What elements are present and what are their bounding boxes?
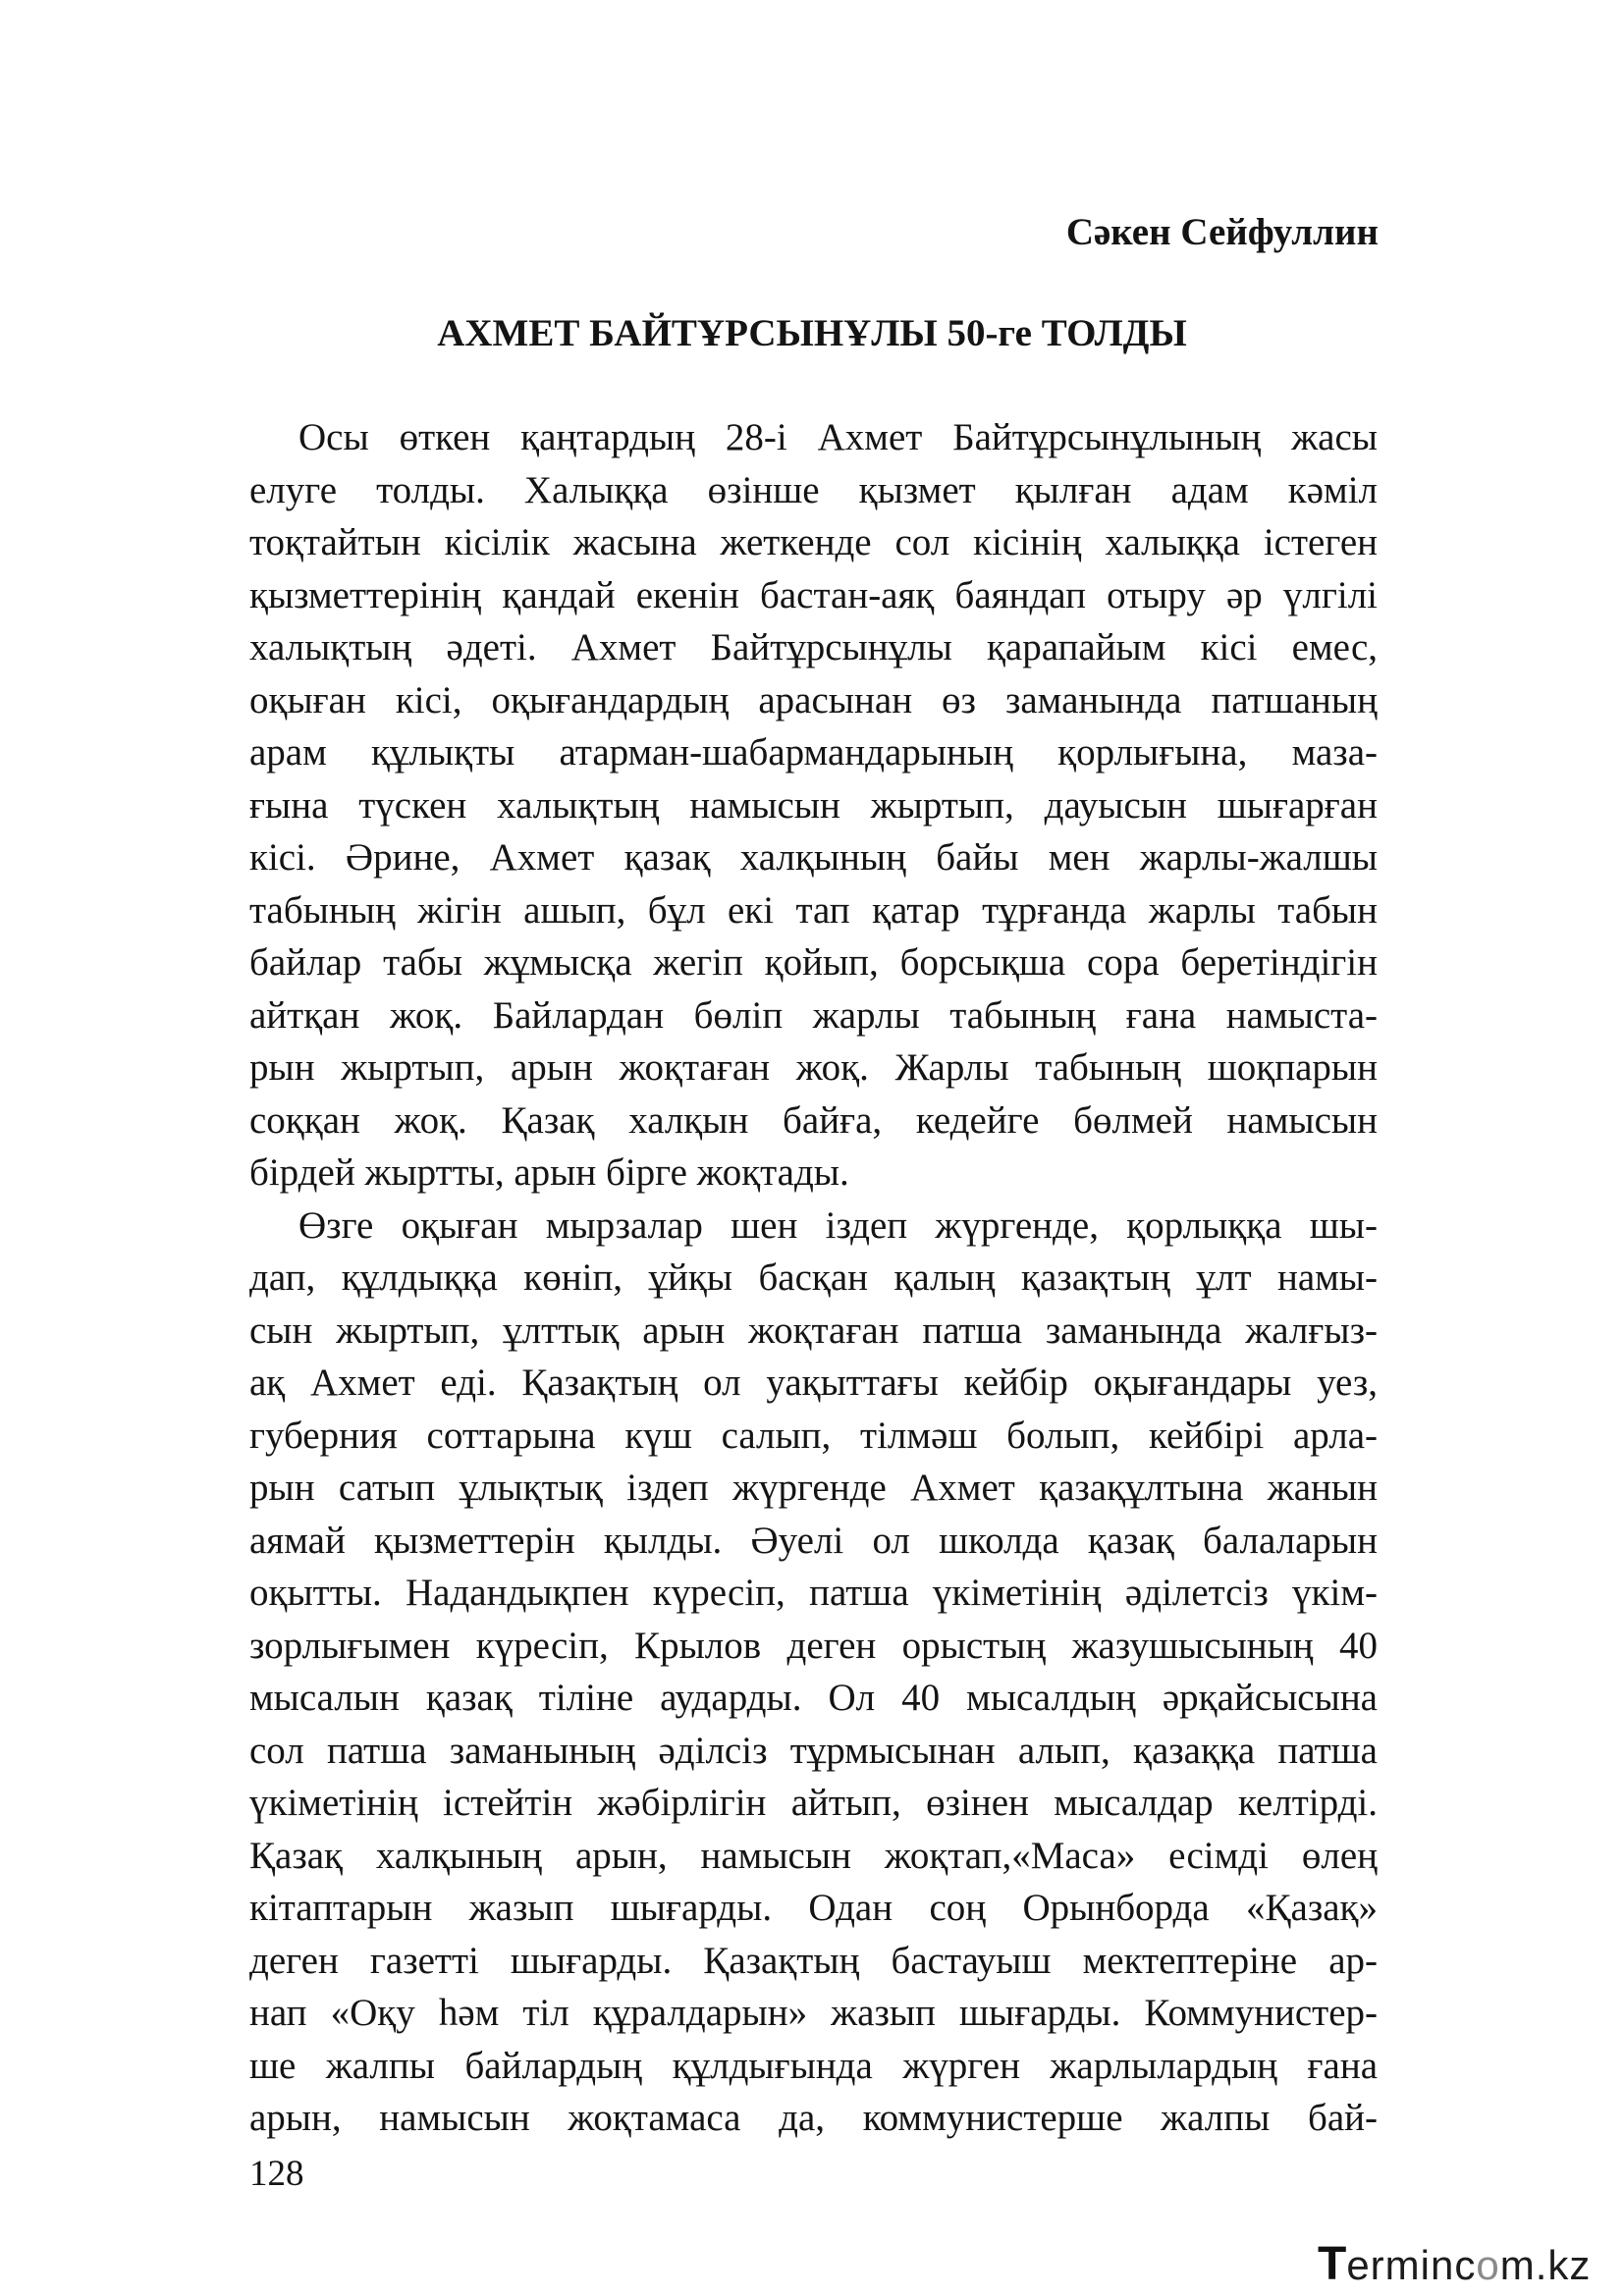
body-line: ғына түскен халықтың намысын жыртып, дауысын шығарған (249, 784, 1378, 827)
body-line: зорлығымен күресіп, Крылов деген орыстың жазушысының 40 (249, 1625, 1378, 1667)
body-line: мысалын қазақ тіліне аударды. Ол 40 мысалдың әрқайсысына (249, 1677, 1378, 1719)
body-line: тоқтайтын кісілік жасына жеткенде сол кісінің халыққа істеген (249, 521, 1378, 563)
body-line: Осы өткен қаңтардың 28-і Ахмет Байтұрсынұлының жасы (298, 416, 1378, 458)
body-line: оқытты. Надандықпен күресіп, патша үкіметінің әділетсіз үкім- (249, 1572, 1378, 1614)
page-number: 128 (249, 2154, 304, 2194)
body-line: кітаптарын жазып шығарды. Одан соң Орынборда «Қазақ» (249, 1887, 1378, 1929)
body-line: айтқан жоқ. Байлардан бөліп жарлы табының ғана намыста- (249, 994, 1378, 1037)
body-line: рын сатып ұлықтық іздеп жүргенде Ахмет қазақұлтына жанын (249, 1467, 1378, 1509)
body-line: ше жалпы байлардың құлдығында жүрген жарлылардың ғана (249, 2045, 1378, 2087)
body-line: деген газетті шығарды. Қазақтың бастауыш мектептеріне ар- (249, 1940, 1378, 1982)
body-line: үкіметінің істейтін жәбірлігін айтып, өзінен мысалдар келтірді. (249, 1782, 1378, 1824)
body-line: арын, намысын жоқтамаса да, коммунистерше жалпы бай- (249, 2097, 1378, 2139)
body-line: нап «Оқу һәм тіл құралдарын» жазып шығарды. Коммунистер- (249, 1992, 1378, 2034)
body-line: байлар табы жұмысқа жегіп қойып, борсықша сора беретіндігін (249, 941, 1378, 984)
body-line: халықтың әдеті. Ахмет Байтұрсынұлы қарапайым кісі емес, (249, 626, 1378, 668)
body-line: сол патша заманының әділсіз тұрмысынан алып, қазаққа патша (249, 1730, 1378, 1772)
body-line: қызметтерінің қандай екенін бастан-аяқ баяндап отыру әр үлгілі (249, 574, 1378, 616)
body-line: арам құлықты атарман-шабармандарының қорлығына, маза- (249, 731, 1378, 774)
body-line: сын жыртып, ұлттық арын жоқтаған патша заманында жалғыз- (249, 1309, 1378, 1352)
body-line: бірдей жыртты, арын бірге жоқтады. (249, 1151, 849, 1194)
site-watermark (1318, 2238, 1592, 2290)
body-line: соққан жоқ. Қазақ халқын байға, кедейге бөлмей намысын (249, 1099, 1378, 1142)
body-line: Өзге оқыған мырзалар шен іздеп жүргенде, қорлыққа шы- (298, 1204, 1378, 1247)
body-line: табының жігін ашып, бұл екі тап қатар тұрғанда жарлы табын (249, 889, 1378, 932)
body-line: рын жыртып, арын жоқтаған жоқ. Жарлы табының шоқпарын (249, 1046, 1378, 1089)
body-line: аямай қызметтерін қылды. Әуелі ол школда қазақ балаларын (249, 1520, 1378, 1562)
body-line: оқыған кісі, оқығандардың арасынан өз заманында патшаның (249, 679, 1378, 721)
author-name: Сәкен Сейфуллин (1065, 211, 1379, 253)
body-line: ақ Ахмет еді. Қазақтың ол уақыттағы кейбір оқығандары уез, (249, 1362, 1378, 1404)
body-line: кісі. Әрине, Ахмет қазақ халқының байы мен жарлы-жалшы (249, 836, 1378, 879)
watermark-initial: T (1318, 2238, 1347, 2290)
article-title: АХМЕТ БАЙТҰРСЫНҰЛЫ 50-ге ТОЛДЫ (437, 312, 1187, 354)
body-line: елуге толды. Халыққа өзінше қызмет қылған адам кәміл (249, 469, 1378, 511)
watermark-accent-letter: o (1476, 2242, 1500, 2288)
watermark-text-start: erminc (1346, 2242, 1477, 2288)
watermark-text-end: m.kz (1499, 2242, 1592, 2288)
body-line: губерния соттарына күш салып, тілмәш болып, кейбірі арла- (249, 1415, 1378, 1457)
body-line: Қазақ халқының арын, намысын жоқтап,«Маса» есімді өлең (249, 1835, 1378, 1877)
body-line: дап, құлдыққа көніп, ұйқы басқан қалың қазақтың ұлт намы- (249, 1256, 1378, 1299)
